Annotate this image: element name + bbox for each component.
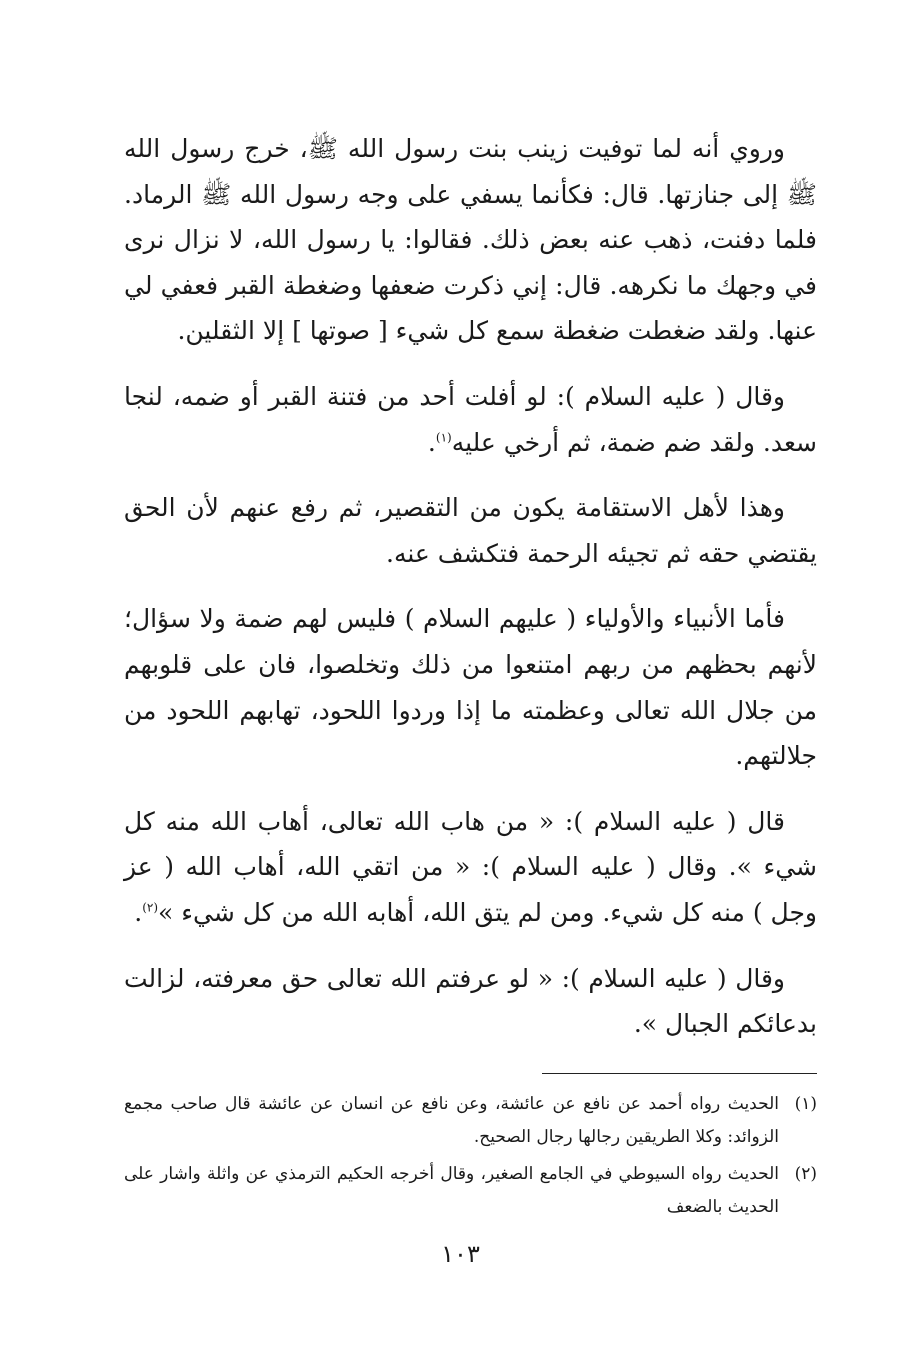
footnote-2 (124, 1158, 817, 1224)
footnote-1 (124, 1088, 817, 1154)
page-number: ١٠٣ (441, 1240, 480, 1268)
paragraph-text: قال ( عليه السلام ): « من هاب الله تعالى، أهاب الله منه كل شيء ». وقال ( عليه السلام ): « من اتقي الله، أهاب الله ( عز وجل ) منه كل شيء. ومن لم يتق الله، أهابه الله من كل شيء » (124, 806, 817, 927)
paragraph-text: وهذا لأهل الاستقامة يكون من التقصير، ثم رفع عنهم لأن الحق يقتضي حقه ثم تجيئه الرحمة فتكشف عنه. (124, 493, 817, 568)
footnote-text: الحديث رواه السيوطي في الجامع الصغير، وقال أخرجه الحكيم الترمذي عن واثلة واشار على الحديث بالضعف (124, 1164, 779, 1217)
paragraph-text: وروي أنه لما توفيت زينب بنت رسول الله ﷺ، خرج رسول الله ﷺ إلى جنازتها. قال: فكأنما يسفي على وجه رسول الله ﷺ الرماد. فلما دفنت، ذهب عنه بعض ذلك. فقالوا: يا رسول الله، لا نزال نرى في وجهك ما نكرهه. قال: إني ذكرت ضعفها وضغطة القبر فعفي لي عنها. ولقد ضغطت ضغطة سمع كل شيء [ صوتها ] إلا الثقلين. (124, 134, 817, 346)
footnote-number: (١) (794, 1094, 817, 1114)
footnote-divider (542, 1073, 817, 1074)
paragraph-text: وقال ( عليه السلام ): لو أفلت أحد من فتنة القبر أو ضمه، لنجا سعد. ولقد ضم ضمة، ثم أرخي عليه (124, 381, 817, 457)
paragraph-istiqama (124, 485, 817, 576)
paragraph-text: وقال ( عليه السلام ): « لو عرفتم الله تعالى حق معرفته، لزالت بدعائكم الجبال ». (124, 963, 817, 1039)
paragraph-saad: وقال ( عليه السلام ): لو أفلت أحد من فتنة القبر أو ضمه، لنجا سعد. ولقد ضم ضمة، ثم أرخي عليه$^{(١)}$. (124, 381, 817, 457)
footnote-ref-2[interactable]: (٢) (142, 900, 159, 915)
paragraph-text: فأما الأنبياء والأولياء ( عليهم السلام ) فليس لهم ضمة ولا سؤال؛ لأنهم بحظهم من ربهم امتنعوا من ذلك وتخلصوا، فان على قلوبهم من جلال الله تعالى وعظمته ما إذا وردوا اللحود، تهابهم اللحود من جلالتهم. (124, 604, 817, 771)
paragraph-zaynab (124, 126, 817, 354)
footnote-ref-1[interactable]: (١) (435, 430, 452, 445)
paragraph-prophets (124, 596, 817, 778)
footnote-number: (٢) (794, 1164, 817, 1184)
footnotes (124, 1088, 817, 1228)
paragraph-fear-allah: قال ( عليه السلام ): « من هاب الله تعالى، أهاب الله منه كل شيء ». وقال ( عليه السلام ): « من اتقي الله، أهاب الله ( عز وجل ) منه كل شيء. ومن لم يتق الله، أهابه الله من كل شيء »$^{(٢)}$. (124, 806, 817, 927)
paragraph-mountains (124, 956, 817, 1047)
footnote-text: الحديث رواه أحمد عن نافع عن عائشة، وعن نافع عن انسان عن عائشة قال صاحب مجمع الزوائد: وكلا الطريقين رجالها رجال الصحيح. (124, 1094, 779, 1147)
